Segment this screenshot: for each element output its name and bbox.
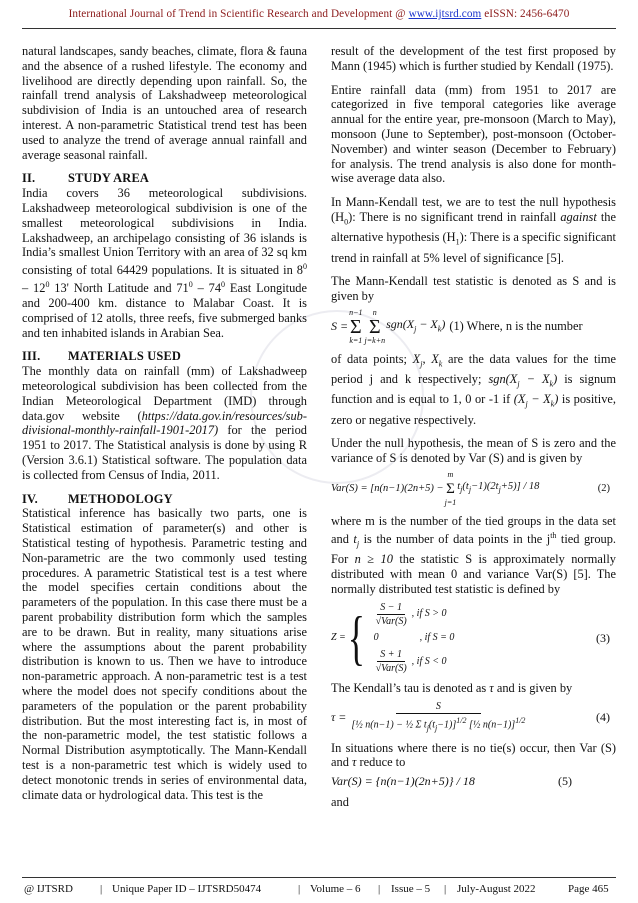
paragraph-materials: The monthly data on rainfall (mm) of Lakshadweep meteorological subdivision has been collected from the Indian Meteorological Department (IMD) through data.gov website (https://data.gov.in/resources/sub-divisional-monthly-rainfall-1901-2017) for the period 1951 to 2017. The Statistical analysis is done by using R (Version 3.6.1) Statistical software. The population data is collected from Census of India, 2011. [22, 364, 307, 482]
paragraph-tied-groups: where m is the number of the tied groups in the data set and $t_j$ is the number of data points in the $j^{th}$ tied group. For n ≥ 10 the statistic S is approximately normally distributed with mean 0 and variance Var(S) [5]. The normally distributed test statistic is defined by [331, 514, 616, 596]
paragraph-kendall-tau: The Kendall’s tau is denoted as τ and is given by [331, 681, 573, 696]
journal-url-link[interactable]: www.ijtsrd.com [408, 8, 482, 20]
journal-issn: eISSN: 2456-6470 [484, 8, 570, 20]
footer-separator: | [298, 883, 301, 895]
paragraph: and [331, 794, 349, 809]
paragraph: result of the development of the test first proposed by Mann (1945) which is further studied by Kendall (1975). [331, 44, 616, 73]
paragraph: The Mann-Kendall test statistic is denoted as S and is given by [331, 274, 616, 304]
header-rule [22, 28, 616, 29]
right-column [331, 44, 616, 819]
footer-journal: @ IJTSRD [24, 883, 73, 895]
data-source-link[interactable]: https://data.gov.in/resources/sub-divisional-monthly-rainfall-1901-2017) [22, 408, 307, 438]
equation-2: Var(S) = [n(n−1)(2n+5) − m Σ j=1 $t_j(t_j-1)(2t_j+5)] / 18$ (2) [331, 470, 610, 508]
footer-separator: | [444, 883, 447, 895]
equation-1: S = n−1 Σ k=1 n Σ j=k+n $sgn(X_j - X_k)$ (1) Where, n is the number [331, 307, 583, 345]
journal-name: International Journal of Trend in Scientific Research and Development @ [68, 8, 406, 20]
footer-page-number: Page 465 [568, 883, 609, 895]
running-header [0, 8, 638, 20]
paragraph: Under the null hypothesis, the mean of S is zero and the variance of S is denoted by Var (S) and is given by [331, 436, 616, 466]
equation-3: Z = { $\frac{S - 1}{\text{√Var(S)}}$ , if S > 0 0 , if S = 0 $\frac{S + 1}{\text{√Var(S)}}$ , if S < 0 (3) [331, 601, 610, 675]
paragraph-definitions: of data points; $X_j$, $X_k$ are the data values for the time period j and k respectively; $sgn(X_j - X_k)$ is signum function and is equal to 1, 0 or -1 if $(X_j - X_k)$ is positive, zero or negative respectively. [331, 351, 617, 427]
equation-4: τ = $\frac{S}{[\frac{1}{2} n(n-1) - \frac{1}{2} \Sigma t_j(t_j-1)]^{1/2} [\frac{1}{2} n(n-1)]^{1/2}}$ (4) [331, 701, 610, 733]
footer-rule [22, 877, 616, 878]
footer-separator: | [378, 883, 381, 895]
paragraph-hypothesis: In Mann-Kendall test, we are to test the null hypothesis $(H_0)$: There is no significant trend in rainfall against the alternative hypothesis $(H_1)$: There is a specific significant trend in rainfall at 5% level of significance [5]. [331, 195, 616, 265]
footer-separator: | [100, 883, 103, 895]
left-column [22, 44, 307, 811]
paragraph-no-ties: In situations where there is no tie(s) occur, then Var (S) and τ reduce to [331, 740, 616, 770]
paragraph-study-area: India covers 36 meteorological subdivisions. Lakshadweep meteorological subdivision is one of the smallest meteorological subdivisions in India. Lakshadweep, an archipelago consisting of 36 islands is India’s smallest Union Territory with an area of 32 sq km consisting of total 64429 populations. It is situated in $8^0 - 12^0$ 13' North Latitude and $71^0 - 74^0$ East Longitude and 200-400 km. distance to Malabar Coast. It is comprised of 12 atolls, three reefs, five submerged banks and ten inhabited islands in Arabian Sea. [22, 186, 307, 340]
paragraph: Entire rainfall data (mm) from 1951 to 2017 are categorized in five temporal categories like average annual for the entire year, pre-monsoon (March to May), monsoon (June to September), post-monsoon (October-November) and winter season (December to February) for analysis. The trend analysis is also done for month- wise average data also. [331, 82, 616, 186]
section-heading-materials: III. MATERIALS USED [22, 349, 182, 364]
section-heading-study-area: II. STUDY AREA [22, 171, 150, 186]
footer-issue: Issue – 5 [391, 883, 431, 895]
paragraph: natural landscapes, sandy beaches, climate, flora & fauna and the absence of a rushed lifestyle. The economy and livelihood are directly depending upon rainfall. So, the rainfall trend analysis of Lakshadweep meteorological subdivision of India is an untouched area of research interest. A non-parametric Statistical trend test has been used to analyze the trend of average annual rainfall and average seasonal rainfall. [22, 44, 307, 162]
section-heading-methodology: IV. METHODOLOGY [22, 491, 173, 506]
equation-5: Var(S) = {n(n−1)(2n+5)} / 18 (5) [331, 774, 572, 789]
footer-date: July-August 2022 [457, 883, 536, 895]
paragraph-methodology: Statistical inference has basically two parts, one is Statistical estimation of parameter(s) and other is Statistical testing of hypothesis. Parametric testing and Non-parametric are the two commonly used testing procedures. A parametric Statistical test is a test where the model specifies certain conditions about the parameters of the population. In this case there must be a parent probability distribution form which the samples are to be drawn. But in reality, many situations arise where the assumptions about the parent probability distribution is known to us. Then we have to introduce non-parametric approach. A non-parametric test is a test where the model does not specify conditions about the parameters of the population or the parent probability distribution. But the most interesting fact is, in most of the non-parametric model, the test statistic follows a Normal Distribution asymptotically. The Mann-Kendall test is a non-parametric test which is widely used to detect monotonic trends in series of environmental data, climate data or hydrological data. This test is the [22, 506, 307, 802]
footer-volume: Volume – 6 [310, 883, 361, 895]
footer-paper-id: Unique Paper ID – IJTSRD50474 [112, 883, 262, 895]
